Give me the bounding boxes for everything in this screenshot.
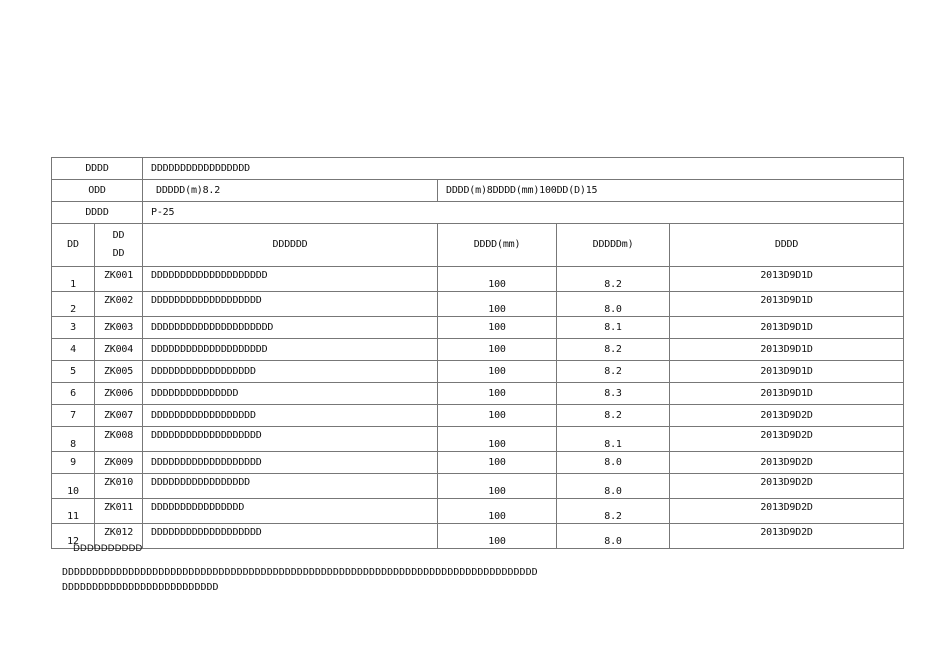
row-index: 1 xyxy=(52,267,95,292)
row-diameter: 100 xyxy=(438,317,557,339)
table-row xyxy=(52,267,904,292)
row-index: 10 xyxy=(52,474,95,499)
row-index: 7 xyxy=(52,405,95,427)
row-index: 4 xyxy=(52,339,95,361)
row-name: DDDDDDDDDDDDDDDDD xyxy=(143,474,438,499)
table-row xyxy=(52,405,904,427)
row-code: ZK008 xyxy=(95,427,143,452)
header-diameter: DDDD(mm) xyxy=(438,224,557,267)
row-name: DDDDDDDDDDDDDDDDDD xyxy=(143,361,438,383)
row-index: 8 xyxy=(52,427,95,452)
row-diameter: 100 xyxy=(438,499,557,524)
row-code: ZK007 xyxy=(95,405,143,427)
row-depth: 8.2 xyxy=(557,361,670,383)
row-date: 2013D9D1D xyxy=(670,317,904,339)
header-code-line2: DD xyxy=(112,248,125,259)
row-index: 11 xyxy=(52,499,95,524)
row-name: DDDDDDDDDDDDDDDDDD xyxy=(143,405,438,427)
row-code: ZK012 xyxy=(95,524,143,549)
row-diameter: 100 xyxy=(438,383,557,405)
header-depth: DDDDDm) xyxy=(557,224,670,267)
row-date: 2013D9D2D xyxy=(670,474,904,499)
row-name: DDDDDDDDDDDDDDDDDDDDD xyxy=(143,317,438,339)
row-index: 2 xyxy=(52,292,95,317)
header-name: DDDDDD xyxy=(143,224,438,267)
row-index: 3 xyxy=(52,317,95,339)
column-header-row xyxy=(52,224,904,267)
meta-row-levels xyxy=(52,180,904,202)
row-date: 2013D9D2D xyxy=(670,452,904,474)
row-diameter: 100 xyxy=(438,405,557,427)
project-label: DDDD xyxy=(52,158,143,180)
table-row xyxy=(52,383,904,405)
row-index: 9 xyxy=(52,452,95,474)
row-diameter: 100 xyxy=(438,452,557,474)
record-table xyxy=(51,157,904,549)
row-name: DDDDDDDDDDDDDDDDDDD xyxy=(143,292,438,317)
row-code: ZK011 xyxy=(95,499,143,524)
row-depth: 8.1 xyxy=(557,317,670,339)
row-depth: 8.0 xyxy=(557,524,670,549)
row-diameter: 100 xyxy=(438,474,557,499)
row-diameter: 100 xyxy=(438,339,557,361)
row-date: 2013D9D2D xyxy=(670,405,904,427)
row-code: ZK006 xyxy=(95,383,143,405)
levels-value-right: DDDD(m)8DDDD(mm)100DD(D)15 xyxy=(438,180,904,202)
row-diameter: 100 xyxy=(438,267,557,292)
row-name: DDDDDDDDDDDDDDD xyxy=(143,383,438,405)
row-date: 2013D9D2D xyxy=(670,427,904,452)
equipment-label: DDDD xyxy=(52,202,143,224)
description-paragraph xyxy=(62,565,902,595)
table-row xyxy=(52,452,904,474)
row-diameter: 100 xyxy=(438,361,557,383)
paragraph-line-2: DDDDDDDDDDDDDDDDDDDDDDDDDD xyxy=(62,582,219,593)
row-name: DDDDDDDDDDDDDDDDDDD xyxy=(143,452,438,474)
meta-row-equipment xyxy=(52,202,904,224)
row-name: DDDDDDDDDDDDDDDDDDDD xyxy=(143,339,438,361)
row-code: ZK005 xyxy=(95,361,143,383)
row-index: 6 xyxy=(52,383,95,405)
row-depth: 8.0 xyxy=(557,474,670,499)
table-row xyxy=(52,361,904,383)
row-code: ZK010 xyxy=(95,474,143,499)
row-date: 2013D9D2D xyxy=(670,499,904,524)
row-depth: 8.3 xyxy=(557,383,670,405)
row-code: ZK003 xyxy=(95,317,143,339)
row-code: ZK009 xyxy=(95,452,143,474)
row-code: ZK002 xyxy=(95,292,143,317)
header-code-line1: DD xyxy=(112,230,125,241)
row-date: 2013D9D2D xyxy=(670,524,904,549)
row-name: DDDDDDDDDDDDDDDDDDDD xyxy=(143,267,438,292)
row-date: 2013D9D1D xyxy=(670,292,904,317)
row-depth: 8.2 xyxy=(557,267,670,292)
row-name: DDDDDDDDDDDDDDDDDDD xyxy=(143,427,438,452)
row-depth: 8.2 xyxy=(557,405,670,427)
header-index: DD xyxy=(52,224,95,267)
project-value: DDDDDDDDDDDDDDDDD xyxy=(143,158,904,180)
meta-row-project xyxy=(52,158,904,180)
header-code xyxy=(95,224,143,267)
table-row xyxy=(52,427,904,452)
table-row xyxy=(52,292,904,317)
row-name: DDDDDDDDDDDDDDDD xyxy=(143,499,438,524)
paragraph-line-1: DDDDDDDDDDDDDDDDDDDDDDDDDDDDDDDDDDDDDDDDDDDDDDDDDDDDDDDDDDDDDDDDDDDDDDDDDDDDDDD xyxy=(62,567,538,578)
table-note: DDDDDDDDDD xyxy=(73,544,143,554)
row-index: 12 xyxy=(52,524,95,549)
row-depth: 8.1 xyxy=(557,427,670,452)
table-row xyxy=(52,339,904,361)
row-code: ZK001 xyxy=(95,267,143,292)
row-diameter: 100 xyxy=(438,292,557,317)
header-date: DDDD xyxy=(670,224,904,267)
row-depth: 8.0 xyxy=(557,292,670,317)
row-depth: 8.2 xyxy=(557,339,670,361)
row-date: 2013D9D1D xyxy=(670,361,904,383)
row-name: DDDDDDDDDDDDDDDDDDD xyxy=(143,524,438,549)
row-date: 2013D9D1D xyxy=(670,383,904,405)
table-body xyxy=(52,158,904,549)
levels-label: ODD xyxy=(52,180,143,202)
row-depth: 8.0 xyxy=(557,452,670,474)
table-row xyxy=(52,524,904,549)
table-row xyxy=(52,499,904,524)
row-date: 2013D9D1D xyxy=(670,267,904,292)
row-diameter: 100 xyxy=(438,524,557,549)
row-code: ZK004 xyxy=(95,339,143,361)
table-row xyxy=(52,317,904,339)
row-diameter: 100 xyxy=(438,427,557,452)
table-row xyxy=(52,474,904,499)
borehole-record-sheet xyxy=(51,157,903,549)
row-index: 5 xyxy=(52,361,95,383)
row-date: 2013D9D1D xyxy=(670,339,904,361)
row-depth: 8.2 xyxy=(557,499,670,524)
levels-value-left: DDDDD(m)8.2 xyxy=(143,180,438,202)
equipment-value: P-25 xyxy=(143,202,904,224)
